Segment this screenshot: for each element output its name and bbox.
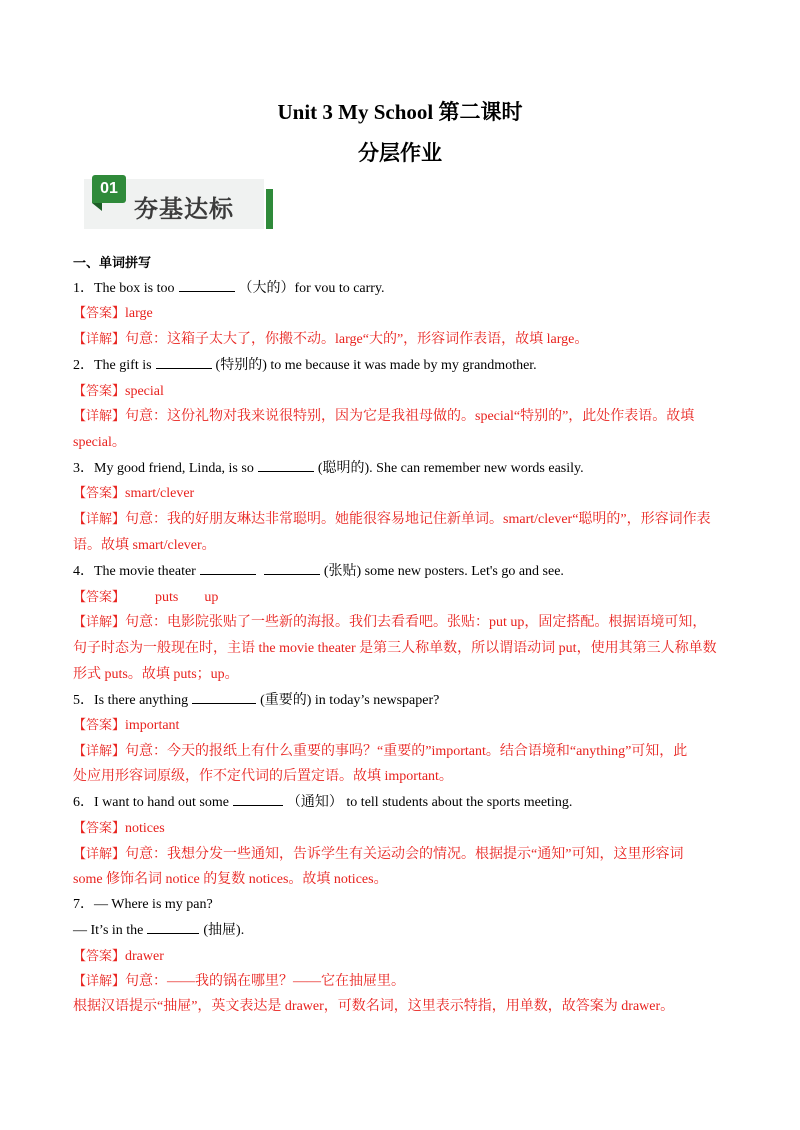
question-text: 2．The gift is: [73, 358, 152, 373]
question-3: [73, 457, 584, 477]
answer-3: [73, 482, 194, 502]
explanation-7-cont: 根据汉语提示“抽屉”，英文表达是 drawer，可数名词，这里表示特指，用单数，故答案为 drawer。: [73, 999, 675, 1014]
explanation-3: [73, 508, 711, 528]
question-2: [73, 354, 537, 374]
explain-tag: 【详解】: [73, 409, 126, 424]
explanation-2: [73, 405, 694, 425]
question-text: — It’s in the: [73, 923, 144, 938]
explain-tag: 【详解】: [73, 615, 126, 630]
question-7: 7．— Where is my pan?: [73, 897, 213, 912]
answer-tag: 【答案】: [73, 486, 126, 501]
answer-blank: [156, 356, 212, 369]
answer-blank: [233, 793, 283, 806]
explanation-2-cont: special。: [73, 435, 126, 450]
explanation-6-cont: some 修饰名词 notice 的复数 notices。故填 notices。: [73, 872, 388, 887]
explanation-5-cont: 处应用形容词原级，作不定代词的后置定语。故填 important。: [73, 769, 453, 784]
section-heading: 一、单词拼写: [73, 256, 152, 271]
explain-text: 句意：今天的报纸上有什么重要的事吗？“重要的”important。结合语境和“anything”可知，此: [125, 744, 688, 759]
question-4: [73, 560, 564, 580]
question-text: 5．Is there anything: [73, 693, 189, 708]
explain-text: 句意：我的好朋友琳达非常聪明。她能很容易地记住新单词。smart/clever“聪明的”，形容词作表: [125, 512, 711, 527]
answer-7: [73, 945, 164, 965]
question-text: (抽屉).: [203, 923, 245, 938]
answer-blank: [192, 691, 256, 704]
answer-blank: [258, 459, 314, 472]
answer-value: important: [125, 718, 180, 733]
question-text: 6．I want to hand out some: [73, 795, 229, 810]
answer-blank: [179, 279, 235, 292]
question-text: (特别的) to me because it was made by my grandmother.: [215, 358, 537, 373]
answer-1: [73, 302, 153, 322]
question-text: （通知） to tell students about the sports meeting.: [286, 795, 573, 810]
explanation-1: [73, 328, 588, 348]
explain-text: 句意：我想分发一些通知，告诉学生有关运动会的情况。根据提示“通知”可知，这里形容词: [125, 847, 684, 862]
answer-tag: 【答案】: [73, 590, 126, 605]
answer-6: [73, 817, 165, 837]
question-text: (重要的) in today’s newspaper?: [260, 693, 440, 708]
explain-text: 句意：这箱子太大了，你搬不动。large“大的”，形容词作表语，故填 large。: [125, 332, 589, 347]
badge-tail: [92, 203, 102, 211]
answer-tag: 【答案】: [73, 384, 126, 399]
answer-5: [73, 714, 179, 734]
badge-number: 01: [92, 175, 126, 203]
explain-tag: 【详解】: [73, 744, 126, 759]
answer-value: special: [125, 384, 164, 399]
answer-4: [73, 586, 218, 606]
answer-value: notices: [125, 821, 165, 836]
question-text: (聪明的). She can remember new words easily.: [317, 461, 584, 476]
page-title: Unit 3 My School 第二课时: [277, 100, 523, 124]
answer-value: up: [204, 590, 219, 605]
question-text: 1．The box is too: [73, 281, 175, 296]
explain-text: 句意：这份礼物对我来说很特别，因为它是我祖母做的。special“特别的”，此处作表语。故填: [125, 409, 695, 424]
answer-blank: [147, 921, 199, 934]
explanation-5: [73, 740, 687, 760]
explain-tag: 【详解】: [73, 332, 126, 347]
answer-blank: [200, 562, 256, 575]
explain-tag: 【详解】: [73, 512, 126, 527]
badge-bar: [266, 189, 273, 229]
explain-text: 句意：——我的锅在哪里？——它在抽屉里。: [125, 974, 406, 989]
question-5: [73, 689, 439, 709]
question-6: [73, 791, 572, 811]
explanation-3-cont: 语。故填 smart/clever。: [73, 538, 216, 553]
page-subtitle: 分层作业: [358, 141, 442, 165]
explanation-4-cont: 句子时态为一般现在时，主语 the movie theater 是第三人称单数，所以谓语动词 put，使用其第三人称单数: [73, 641, 717, 656]
answer-tag: 【答案】: [73, 949, 126, 964]
answer-2: [73, 380, 164, 400]
question-7-response: [73, 919, 244, 939]
answer-tag: 【答案】: [73, 306, 126, 321]
question-text: (张贴) some new posters. Let's go and see.: [323, 564, 564, 579]
question-text: 3．My good friend, Linda, is so: [73, 461, 254, 476]
explanation-6: [73, 843, 683, 863]
answer-tag: 【答案】: [73, 718, 126, 733]
explanation-4-cont2: 形式 puts。故填 puts；up。: [73, 667, 239, 682]
explanation-4: [73, 611, 706, 631]
section-badge: [84, 175, 274, 231]
answer-value: smart/clever: [125, 486, 195, 501]
badge-label: 夯基达标: [134, 195, 234, 223]
explanation-7: [73, 970, 405, 990]
explain-tag: 【详解】: [73, 847, 126, 862]
explain-tag: 【详解】: [73, 974, 126, 989]
answer-value: drawer: [125, 949, 164, 964]
answer-value: large: [125, 306, 153, 321]
explain-text: 句意：电影院张贴了一些新的海报。我们去看看吧。张贴：put up，固定搭配。根据语境可知，: [125, 615, 707, 630]
answer-tag: 【答案】: [73, 821, 126, 836]
question-text: 4．The movie theater: [73, 564, 196, 579]
answer-value: puts: [155, 590, 179, 605]
answer-blank: [264, 562, 320, 575]
question-1: [73, 277, 385, 297]
question-text: （大的）for vou to carry.: [238, 281, 385, 296]
